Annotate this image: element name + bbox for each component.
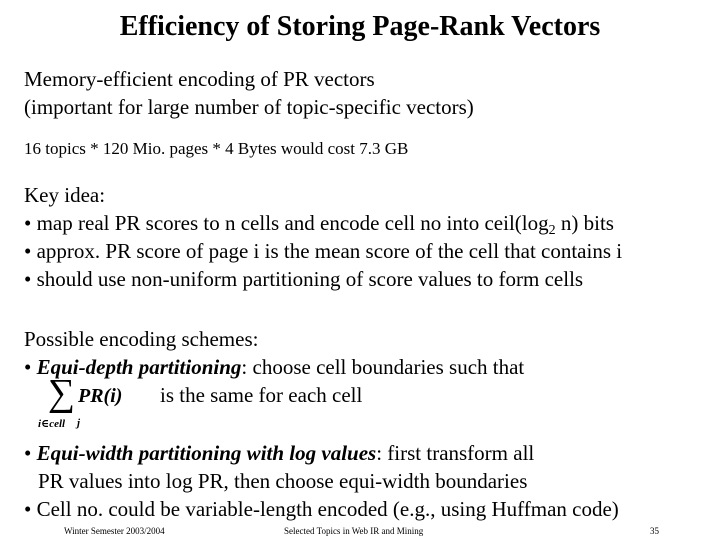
formula-pr: PR(i) <box>78 385 123 407</box>
equi-width-description: : first transform all <box>376 441 535 465</box>
formula-description: is the same for each cell <box>160 383 363 407</box>
bullet-marker: • <box>24 355 37 379</box>
footer-semester: Winter Semester 2003/2004 <box>64 526 165 536</box>
schemes-heading: Possible encoding schemes: <box>24 327 259 351</box>
formula-index: i∈cell <box>38 418 66 430</box>
formula-index-j: j <box>77 417 81 429</box>
equi-depth-description: : choose cell boundaries such that <box>241 355 525 379</box>
slide-title: Efficiency of Storing Page-Rank Vectors <box>119 11 601 42</box>
key-idea-bullet-3: • should use non-uniform partitioning of score values to form cells <box>24 267 584 291</box>
page-number: 35 <box>650 526 659 536</box>
intro-line-2: (important for large number of topic-specific vectors) <box>24 95 474 119</box>
footer-course: Selected Topics in Web IR and Mining <box>284 526 424 536</box>
scheme-bullet-equi-width-cont: PR values into log PR, then choose equi-width boundaries <box>38 469 528 493</box>
key-idea-heading: Key idea: <box>24 183 106 207</box>
sigma-symbol: ∑ <box>48 372 76 414</box>
bullet-1-tail: n) bits <box>555 211 614 235</box>
equi-width-term: Equi-width partitioning with log values <box>36 441 377 465</box>
key-idea-bullet-2: • approx. PR score of page i is the mean score of the cell that contains i <box>24 239 623 263</box>
scheme-bullet-huffman: • Cell no. could be variable-length encoded (e.g., using Huffman code) <box>24 497 619 521</box>
bullet-1-text: • map real PR scores to n cells and encode cell no into ceil(log <box>24 211 549 235</box>
scheme-bullet-equi-depth <box>24 354 524 380</box>
sum-formula <box>36 372 136 430</box>
scheme-bullet-equi-width <box>24 440 534 466</box>
equi-depth-term: Equi-depth partitioning <box>36 355 242 379</box>
bullet-marker: • <box>24 441 37 465</box>
log-subscript: 2 <box>548 223 556 238</box>
storage-cost-line: 16 topics * 120 Mio. pages * 4 Bytes would cost 7.3 GB <box>24 139 409 158</box>
intro-line-1: Memory-efficient encoding of PR vectors <box>24 67 375 91</box>
